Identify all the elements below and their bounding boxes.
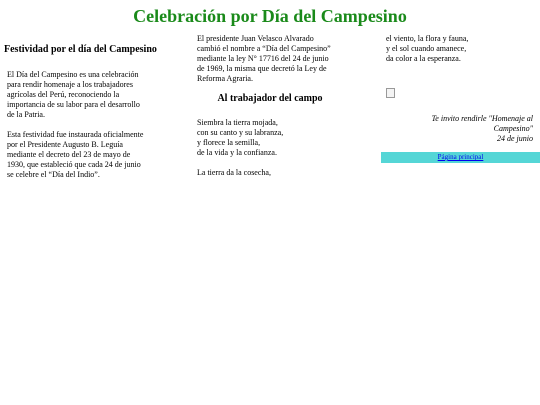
poem-section (197, 118, 343, 188)
broken-image-icon (386, 88, 395, 98)
text-line: 24 de junio (497, 134, 533, 143)
text-line: Te invito rendirle "Homenaje al (431, 114, 533, 123)
text-line: se celebre el “Día del Indio”. (7, 170, 100, 179)
text-line: Reforma Agraria. (197, 74, 253, 83)
verse-line: Siembra la tierra mojada, (197, 118, 278, 127)
text-line: de la Patria. (7, 110, 45, 119)
verse-line: y el sol cuando amanece, (386, 44, 467, 53)
text-line: mediante el decreto del 23 de mayo de (7, 150, 131, 159)
verse-line: da color a la esperanza. (386, 54, 461, 63)
nav-bar (381, 152, 540, 163)
festividad-paragraph-2 (7, 130, 157, 180)
text-line: por el Presidente Augusto B. Leguía (7, 140, 123, 149)
text-line: para rendir homenaje a los trabajadores (7, 80, 133, 89)
text-line: El presidente Juan Velasco Alvarado (197, 34, 314, 43)
festividad-section (7, 70, 157, 190)
poem-heading: Al trabajador del campo (217, 93, 323, 104)
verse-line: con su canto y su labranza, (197, 128, 284, 137)
poem-stanza-1 (197, 118, 343, 158)
text-line: cambió el nombre a “Día del Campesino” (197, 44, 331, 53)
verse-line: el viento, la flora y fauna, (386, 34, 469, 43)
text-line: Esta festividad fue instaurada oficialmente (7, 130, 144, 139)
text-line: 1930, que estableció que cada 24 de junio (7, 160, 141, 169)
invite-text (400, 114, 533, 144)
text-line: importancia de su labor para el desarrollo (7, 100, 140, 109)
festividad-heading: Festividad por el día del Campesino (4, 44, 157, 55)
verse-line: de la vida y la confianza. (197, 148, 277, 157)
page-title: Celebración por Día del Campesino (133, 6, 407, 26)
festividad-paragraph-1 (7, 70, 157, 120)
presidente-paragraph (197, 34, 343, 84)
text-line: mediante la ley N° 17716 del 24 de junio (197, 54, 329, 63)
home-link[interactable]: Página principal (437, 153, 484, 161)
text-line: Campesino" (493, 124, 533, 133)
verse-line: La tierra da la cosecha, (197, 168, 271, 177)
poem-stanza-2-start (197, 168, 343, 178)
verse-line: y florece la semilla, (197, 138, 261, 147)
text-line: agrícolas del Perú, reconociendo la (7, 90, 120, 99)
poem-stanza-2-continuation (386, 34, 536, 64)
text-line: de 1969, la misma que decretó la Ley de (197, 64, 327, 73)
text-line: El Día del Campesino es una celebración (7, 70, 139, 79)
